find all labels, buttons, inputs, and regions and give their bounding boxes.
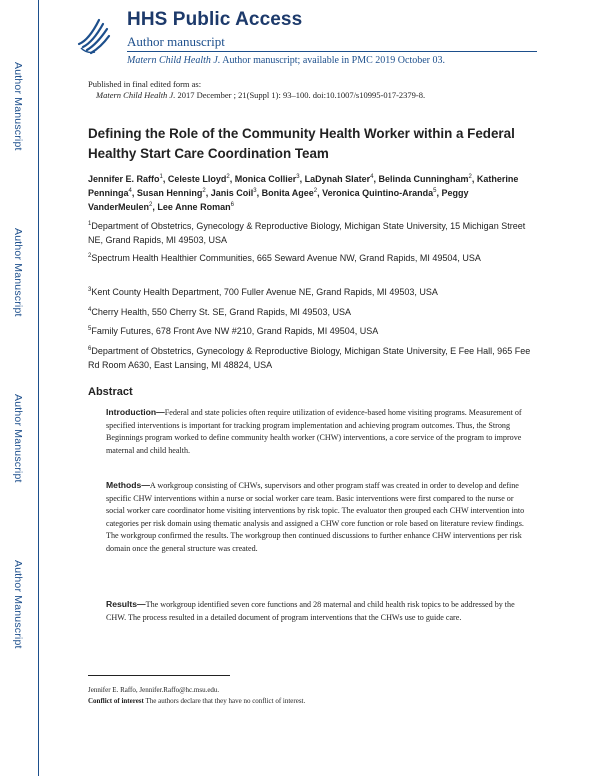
author-name: Janis Coil (210, 188, 254, 198)
author-name: Monica Collier (234, 174, 297, 184)
conflict-text: The authors declare that they have no conflict of interest. (143, 697, 306, 705)
header-citation (127, 55, 445, 66)
sidebar-label: Author Manuscript (12, 62, 24, 151)
page-header-title: HHS Public Access (127, 9, 303, 30)
author-affiliation-marker: 2 (202, 188, 206, 194)
sidebar-label: Author Manuscript (12, 394, 24, 483)
author-name: Celeste Lloyd (167, 174, 227, 184)
author-manuscript-sidebar (0, 0, 39, 776)
results-text: The workgroup identified seven core functions and 28 maternal and child health risk topics to be addressed by the CHW. The process resulted in a detailed document of program interventions that the CHWs use to guide care. (106, 600, 515, 622)
author-name: Susan Henning (136, 188, 203, 198)
author-name: Bonita Agee (261, 188, 314, 198)
affiliation-number: 4 (88, 307, 92, 313)
abstract-results (106, 598, 526, 624)
affiliation-text: Cherry Health, 550 Cherry St. SE, Grand Rapids, MI 49503, USA (91, 307, 351, 317)
author-affiliation-marker: 2 (468, 174, 472, 180)
citation-journal: Matern Child Health J. (127, 55, 221, 66)
article-title: Defining the Role of the Community Health Worker within a Federal Healthy Start Care Coordination Team (88, 126, 515, 161)
affiliation (88, 251, 533, 265)
affiliation-text: Spectrum Health Healthier Communities, 665 Seward Avenue NW, Grand Rapids, MI 49504, USA (91, 253, 481, 263)
author-name: Belinda Cunningham (378, 174, 469, 184)
author-affiliation-marker: 4 (370, 174, 374, 180)
author-name: Peggy VanderMeulen (88, 188, 469, 212)
affiliation (88, 285, 533, 299)
footnote-conflict (88, 697, 305, 705)
citation-availability: Author manuscript; available in PMC 2019 October 03. (220, 55, 446, 66)
author-affiliation-marker: 4 (128, 188, 132, 194)
affiliation (88, 344, 533, 372)
affiliation (88, 324, 533, 338)
page-header-subtitle: Author manuscript (127, 34, 225, 49)
author-name: Katherine Penninga (88, 174, 519, 198)
header-divider (127, 51, 537, 52)
affiliation-number: 2 (88, 253, 92, 259)
author-affiliation-marker: 2 (149, 202, 153, 208)
affiliation-number: 3 (88, 287, 92, 293)
affiliation-text: Department of Obstetrics, Gynecology & Reproductive Biology, Michigan State University, 15 Michigan Street NE, Grand Rapids, MI 49503, USA (88, 221, 526, 245)
author-list: Jennifer E. Raffo$^1$, Celeste Lloyd$^2$, Monica Collier$^3$, LaDynah Slater$^4$, Belinda Cunningham$^2$, Katherine Penninga$^4$, Susan Henning$^2$, Janis Coil$^3$, Bonita Agee$^2$, Veronica Quintino-Aranda$^5$, Peggy VanderMeulen$^2$, Lee Anne Roman$^6$ (88, 174, 519, 212)
results-label: Results— (106, 599, 146, 609)
abstract-methods (106, 479, 526, 555)
affiliation-text: Kent County Health Department, 700 Fuller Avenue NE, Grand Rapids, MI 49503, USA (91, 287, 438, 297)
conflict-label: Conflict of interest (88, 697, 144, 705)
affiliation (88, 219, 533, 247)
methods-text: A workgroup consisting of CHWs, supervisors and other program staff was created in order to develop and define specific CHW interventions within a nurse or social worker care team. Basic interventions were first compared to the nurse or social worker care coordinator home visiting interventions by risk topic. The evaluator then grouped each CHW intervention into categories per risk domain using thematic analysis and assigned a CHW core function or role based on literature review findings. The workgroup confirmed the results. The workgroup then continued discussions to further enhance CHW interventions per risk domain once the general structure was created. (106, 481, 525, 553)
author-affiliation-marker: 2 (313, 188, 318, 194)
introduction-text: Federal and state policies often require utilization of evidence-based home visiting programs. Measurement of specified interventions is important for tracking program implementation and achieving program outcomes. Thus, the Strong Beginnings program worked to define community health worker (CHW) interventions, a core service of the program to improve maternal and child health. (106, 408, 522, 455)
published-label: Published in final edited form as: (88, 79, 202, 89)
publication-details: 2017 December ; 21(Suppl 1): 93–100. doi:10.1007/s10995-017-2379-8. (175, 90, 426, 100)
hhs-eagle-logo-icon (77, 14, 111, 56)
author-affiliation-marker: 2 (226, 174, 230, 180)
footnote-contact: Jennifer E. Raffo, Jennifer.Raffo@hc.msu.edu. (88, 686, 220, 694)
affiliation-text: Family Futures, 678 Front Ave NW #210, Grand Rapids, MI 49504, USA (91, 326, 379, 336)
author-name: Lee Anne Roman (157, 202, 231, 212)
author-affiliation-marker: 3 (296, 174, 300, 180)
publication-citation (96, 90, 425, 100)
affiliation-number: 1 (88, 221, 92, 227)
affiliation-number: 5 (88, 326, 92, 332)
author-name: Veronica Quintino-Aranda (322, 188, 434, 198)
author-affiliation-marker: 5 (433, 188, 437, 194)
footnote-divider (88, 675, 230, 676)
author-name: Jennifer E. Raffo (88, 174, 160, 184)
abstract-heading: Abstract (88, 386, 133, 398)
sidebar-label: Author Manuscript (12, 560, 24, 649)
affiliation-number: 6 (88, 346, 92, 352)
affiliation (88, 305, 533, 319)
methods-label: Methods— (106, 480, 150, 490)
publication-journal: Matern Child Health J. (96, 90, 176, 100)
sidebar-label: Author Manuscript (12, 228, 24, 317)
author-affiliation-marker: 1 (159, 174, 163, 180)
introduction-label: Introduction— (106, 407, 165, 417)
affiliation-text: Department of Obstetrics, Gynecology & Reproductive Biology, Michigan State University, E Fee Hall, 965 Fee Rd Room A630, East Lansing, MI 48824, USA (88, 346, 531, 370)
author-name: LaDynah Slater (304, 174, 371, 184)
author-affiliation-marker: 3 (253, 188, 257, 194)
abstract-introduction (106, 406, 526, 457)
author-affiliation-marker: 6 (230, 202, 234, 208)
